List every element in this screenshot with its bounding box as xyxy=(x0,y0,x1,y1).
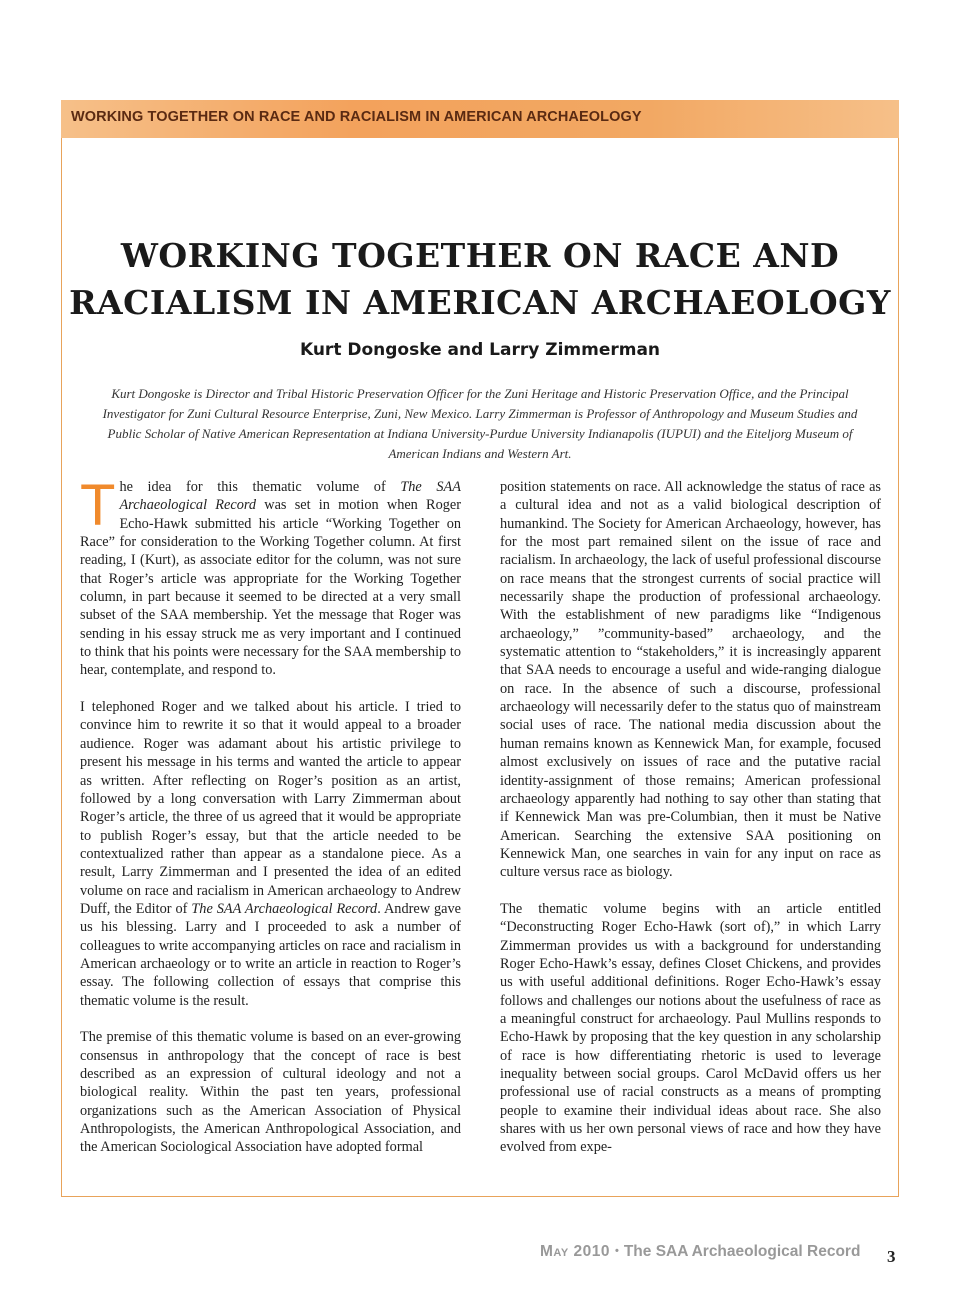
journal-name: The SAA Archaeological Record xyxy=(191,900,378,917)
page-number: 3 xyxy=(887,1247,896,1266)
article-title-line-1: WORKING TOGETHER ON RACE AND xyxy=(120,236,840,275)
paragraph-1-text-a: he idea for this thematic volume of xyxy=(119,479,401,495)
banner-title: WORKING TOGETHER ON RACE AND RACIALISM IN AMERICAN ARCHAEOLOGY xyxy=(71,109,642,125)
journal-name: The SAA Archaeological Record xyxy=(119,479,461,514)
article-title-line-2: RACIALISM IN AMERICAN ARCHAEOLOGY xyxy=(69,283,891,322)
paragraph-2-text-a: I telephoned Roger and we talked about his article. I tried to convince him to rewrite it so that it would appeal to a broader audience. Roger was adamant about his artistic privilege to present his message in his terms and wanted the article to appear as written. After reflecting on Roger’s position as an artist, followed by a long conversation with Larry Zimmerman about Roger’s article, the three of us agreed that it would be appropriate to publish Roger’s essay, but that the article needed to be contextualized rather than appear as a standalone piece. As a result, Larry Zimmerman and I presented the idea of an edited volume on race and racialism in American archaeology to Andrew Duff, the Editor of xyxy=(80,699,461,917)
issue-date: May 2010 xyxy=(540,1243,610,1260)
paragraph-2-text-b: . Andrew gave us his blessing. Larry and I proceeded to ask a number of colleagues to write accompanying articles on race and racialism in American archaeology or to write an article in reaction to Roger’s essay. The following collection of essays that comprise this thematic volume is the result. xyxy=(80,900,461,1009)
paragraph-3-continued: position statements on race. All acknowledge the status of race as a cultural idea and not as a valid biological description of humankind. The Society for American Archaeology, however, has for the most part remained silent on the issue of race and racialism. In archaeology, the lack of useful professional discourse on race means that the strongest currents of social practice will necessarily shape the production of professional archaeology. With the establishment of new paradigms like “Indigenous archaeology,” ”community-based” archaeology, and the systematic attention to “stakeholders,” it is increasingly apparent that SAA needs to encourage a useful and wide-ranging dialogue on race. In the absence of such a discourse, professional archaeology will necessarily defer to the status quo of mainstream social uses of race. The national media discussion about the human remains known as Kennewick Man, for example, focused almost exclusively on issues of race and the putative racial identity-assignment of those remains; American professional archaeology apparently had nothing to say other than stating that if Kennewick Man was pre-Columbian, then it must be Native American. Searching the extensive SAA positioning on Kennewick Man, one searches in vain for any input on race as culture versus race as biology. xyxy=(500,479,881,881)
footer-journal: The SAA Archaeological Record xyxy=(623,1243,861,1260)
paragraph-3: The premise of this thematic volume is based on an ever-growing consensus in anthropology that the concept of race is best described as an expression of cultural ideology and not a biological reality. Within the past ten years, professional organizations such as the American Association of Physical Anthropologists, the American Anthropological Association, and the American Sociological Association have adopted formal xyxy=(80,1029,461,1156)
bullet-separator: • xyxy=(614,1245,619,1257)
author-bio: Kurt Dongoske is Director and Tribal Historic Preservation Officer for the Zuni Heritage and Historic Preservation Office, and the Principal Investigator for Zuni Cultural Resource Enterprise, Zuni, New Mexico. Larry Zimmerman is Professor of Anthropology and Museum Studies and Public Scholar of Native American Representation at Indiana University-Purdue University Indianapolis (IUPUI) and the Eiteljorg Museum of American Indians and Western Art. xyxy=(102,386,858,461)
header-banner xyxy=(61,100,899,138)
right-column xyxy=(500,478,881,1175)
drop-cap: T xyxy=(80,473,116,538)
paragraph-2 xyxy=(80,698,461,1010)
article-authors: Kurt Dongoske and Larry Zimmerman xyxy=(299,340,661,360)
page-footer xyxy=(540,1243,860,1261)
paragraph-1-text-b: was set in motion when Roger Echo-Hawk submitted his article “Working Together on Race” for consideration to the Working Together column. At first reading, I (Kurt), as associate editor for the column, was not sure that Roger’s article was appropriate for the Working Together column, in part because it seemed to be directed at a very small subset of the SAA membership. Yet the message that Roger was sending in his essay struck me as very important and I continued to think that his points were necessary for the SAA membership to hear, contemplate, and respond to. xyxy=(80,497,461,679)
left-column xyxy=(80,473,461,1175)
paragraph-1 xyxy=(80,473,461,680)
paragraph-4: The thematic volume begins with an article entitled “Deconstructing Roger Echo-Hawk (sort of),” in which Larry Zimmerman provides us with a background for understanding Roger Echo-Hawk’s essay, defines Closet Chickens, and provides us with useful additional definitions. Roger Echo-Hawk’s essay follows and challenges our notions about the usefulness of race as a meaningful construct for archaeology. Paul Mullins responds to Echo-Hawk by proposing that the key question in any scholarship of race is how differentiating rhetoric is used to leverage inequality between social groups. Carol McDavid offers us her professional use of racial constructs as a means of prompting people to examine their individual ideas about race. She also shares with us her own personal views of race and how they have evolved from expe- xyxy=(500,900,881,1156)
